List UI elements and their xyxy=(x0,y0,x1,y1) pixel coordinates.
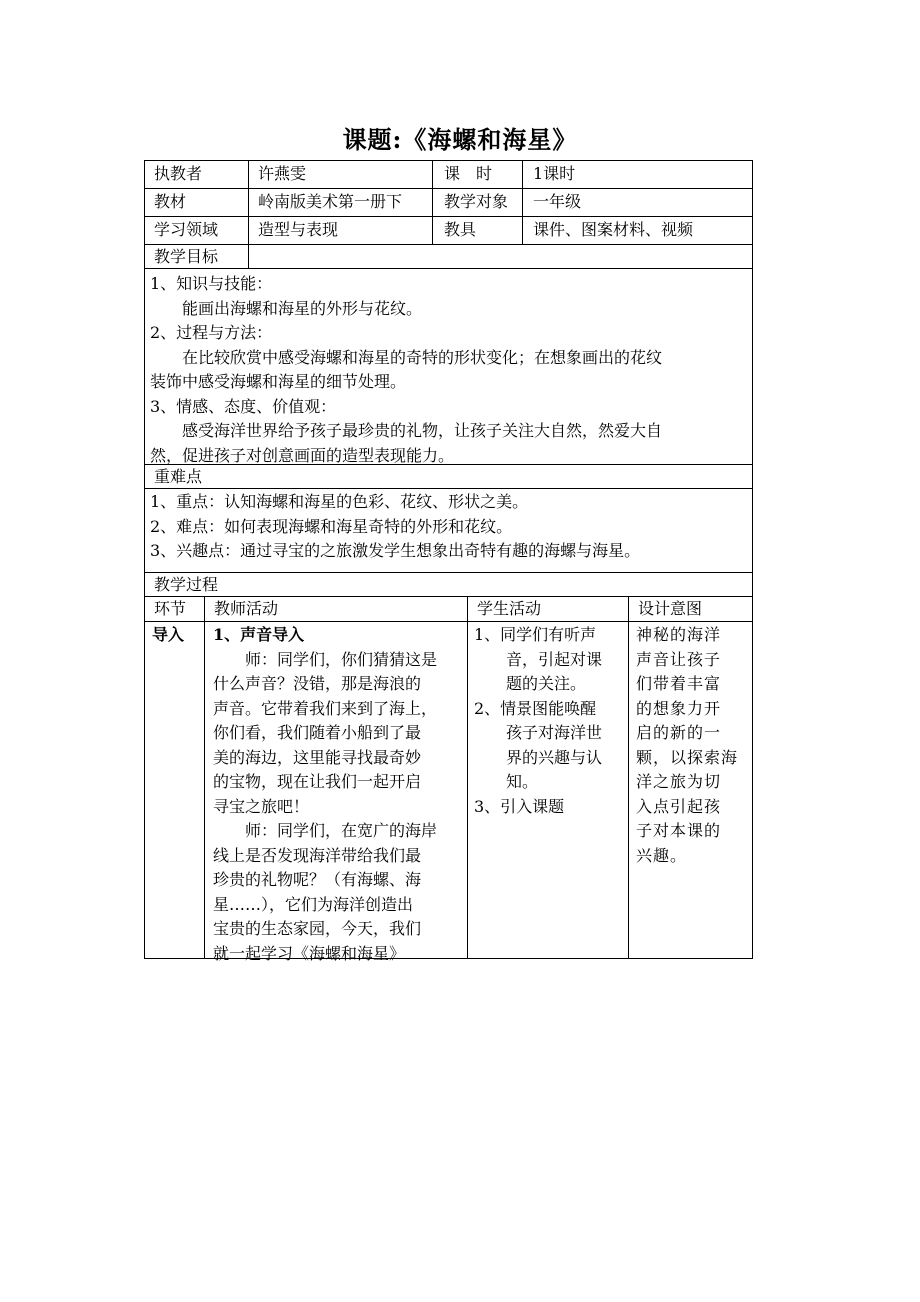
keypoints-body xyxy=(150,490,750,564)
design-intent-line: 声音让孩子 xyxy=(636,649,722,669)
objective-line: 能画出海螺和海星的外形与花纹。 xyxy=(150,298,423,318)
teacher-activity-line: 线上是否发现海洋带给我们最 xyxy=(213,845,422,865)
student-activity-line: 1、同学们有听声 xyxy=(474,625,597,644)
keypoint-line: 3、兴趣点：通过寻宝的之旅激发学生想象出奇特有趣的海螺与海星。 xyxy=(150,541,641,560)
objective-line: 感受海洋世界给予孩子最珍贵的礼物，让孩子关注大自然，然爱大自 xyxy=(150,421,663,440)
objective-line: 然，促进孩子对创意画面的造型表现能力。 xyxy=(150,445,455,465)
tools-value: 课件、图案材料、视频 xyxy=(533,220,694,239)
student-activity xyxy=(474,623,626,819)
teacher-activity-line: 声音。它带着我们来到了海上， xyxy=(213,698,438,718)
page-title: 课题:《海螺和海星》 xyxy=(342,125,578,154)
design-intent-line: 颗，以探索海 xyxy=(636,747,739,767)
domain-value: 造型与表现 xyxy=(258,220,339,239)
textbook-value: 岭南版美术第一册下 xyxy=(258,192,403,211)
teacher-activity-line: 美的海边，这里能寻找最奇妙 xyxy=(213,747,422,767)
objectives-body xyxy=(150,272,750,468)
objective-line: 3、情感、态度、价值观： xyxy=(150,396,337,416)
design-intent-line: 启的新的一 xyxy=(636,723,722,742)
teacher-activity-line: 师：同学们，你们猜猜这是 xyxy=(213,649,438,669)
teacher-activity-line: 的宝物，现在让我们一起开启 xyxy=(213,772,422,791)
teacher-activity-line: 什么声音？没错，那是海浪的 xyxy=(213,674,422,693)
objective-line: 装饰中感受海螺和海星的细节处理。 xyxy=(150,372,407,391)
student-activity-line: 题的关注。 xyxy=(474,674,587,693)
hours-label: 课 时 xyxy=(444,164,493,183)
student-activity-line: 音，引起对课 xyxy=(474,649,603,669)
design-intent-line: 兴趣。 xyxy=(636,845,688,865)
design-intent-line: 入点引起孩 xyxy=(636,796,722,816)
teacher-activity-line: 你们看，我们随着小船到了最 xyxy=(213,723,422,742)
teacher-activity-line: 星……），它们为海洋创造出 xyxy=(213,894,414,914)
process-label: 教学过程 xyxy=(154,575,219,594)
teacher-activity-line: 寻宝之旅吧！ xyxy=(213,796,310,816)
teacher-value: 许燕雯 xyxy=(258,164,307,183)
header-stage: 环节 xyxy=(154,599,187,618)
teacher-activity-line: 就一起学习《海螺和海星》 xyxy=(213,943,406,963)
design-intent-line: 们带着丰富 xyxy=(636,674,722,693)
design-intent xyxy=(636,623,748,868)
design-intent-line: 洋之旅为切 xyxy=(636,772,722,791)
student-activity-line: 3、引入课题 xyxy=(474,796,565,816)
student-activity-line: 知。 xyxy=(474,772,539,791)
teacher-activity-line: 宝贵的生态家园，今天，我们 xyxy=(213,919,422,938)
student-activity-line: 界的兴趣与认 xyxy=(474,747,603,767)
design-intent-line: 神秘的海洋 xyxy=(636,625,722,644)
header-design-intent: 设计意图 xyxy=(638,599,703,618)
tools-label: 教具 xyxy=(444,220,477,239)
teacher-activity xyxy=(213,623,463,966)
stage-intro: 导入 xyxy=(152,625,185,644)
teacher-label: 执教者 xyxy=(154,164,203,183)
textbook-label: 教材 xyxy=(154,192,187,211)
keypoint-line: 1、重点：认知海螺和海星的色彩、花纹、形状之美。 xyxy=(150,492,529,511)
audience-value: 一年级 xyxy=(533,192,582,211)
design-intent-line: 的想象力开 xyxy=(636,698,722,718)
hours-value: 1课时 xyxy=(533,164,576,183)
objectives-label: 教学目标 xyxy=(154,247,219,266)
header-teacher-activity: 教师活动 xyxy=(214,599,279,618)
domain-label: 学习领域 xyxy=(154,220,219,239)
student-activity-line: 孩子对海洋世 xyxy=(474,723,603,742)
objective-line: 在比较欣赏中感受海螺和海星的奇特的形状变化；在想象画出的花纹 xyxy=(150,347,663,367)
student-activity-line: 2、情景图能唤醒 xyxy=(474,698,597,718)
teacher-activity-line: 珍贵的礼物呢？（有海螺、海 xyxy=(213,870,422,889)
design-intent-line: 子对本课的 xyxy=(636,821,722,840)
audience-label: 教学对象 xyxy=(444,192,509,211)
objective-line: 2、过程与方法： xyxy=(150,323,273,342)
keypoint-line: 2、难点：如何表现海螺和海星奇特的外形和花纹。 xyxy=(150,516,513,536)
header-student-activity: 学生活动 xyxy=(477,599,542,618)
keypoints-label: 重难点 xyxy=(154,467,203,486)
teacher-activity-line: 师：同学们，在宽广的海岸 xyxy=(213,821,438,840)
objective-line: 1、知识与技能： xyxy=(150,274,273,293)
teacher-activity-heading: 1、声音导入 xyxy=(213,625,305,644)
